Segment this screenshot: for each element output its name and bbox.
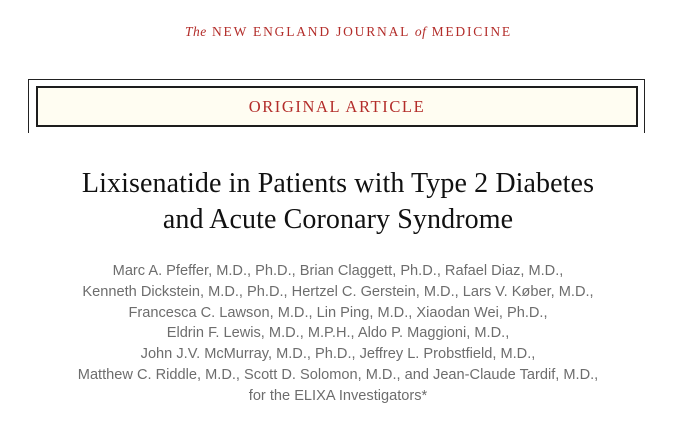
journal-masthead bbox=[0, 24, 697, 40]
author-line: John J.V. McMurray, M.D., Ph.D., Jeffrey L. Probstfield, M.D., bbox=[140, 346, 536, 363]
journal-of: of bbox=[414, 24, 427, 39]
title-line: and Acute Coronary Syndrome bbox=[162, 204, 514, 235]
journal-name-part1: NEW ENGLAND JOURNAL bbox=[211, 24, 410, 39]
author-line: Marc A. Pfeffer, M.D., Ph.D., Brian Claggett, Ph.D., Rafael Diaz, M.D., bbox=[112, 263, 564, 279]
journal-the: The bbox=[185, 24, 207, 39]
article-type-label: ORIGINAL ARTICLE bbox=[248, 96, 426, 116]
author-line: Matthew C. Riddle, M.D., Scott D. Solomon, M.D., and Jean-Claude Tardif, M.D., bbox=[77, 366, 599, 383]
author-list bbox=[0, 261, 676, 407]
article-type-box bbox=[36, 86, 638, 127]
author-line: Francesca C. Lawson, M.D., Lin Ping, M.D., Xiaodan Wei, Ph.D., bbox=[128, 304, 548, 321]
title-line: Lixisenatide in Patients with Type 2 Diabetes bbox=[81, 168, 595, 199]
journal-name-part2: MEDICINE bbox=[431, 24, 512, 39]
article-title bbox=[0, 166, 676, 238]
author-line: Kenneth Dickstein, M.D., Ph.D., Hertzel C. Gerstein, M.D., Lars V. Køber, M.D., bbox=[82, 283, 594, 300]
author-line: for the ELIXA Investigators* bbox=[248, 387, 428, 404]
author-line: Eldrin F. Lewis, M.D., M.P.H., Aldo P. Maggioni, M.D., bbox=[166, 325, 510, 342]
